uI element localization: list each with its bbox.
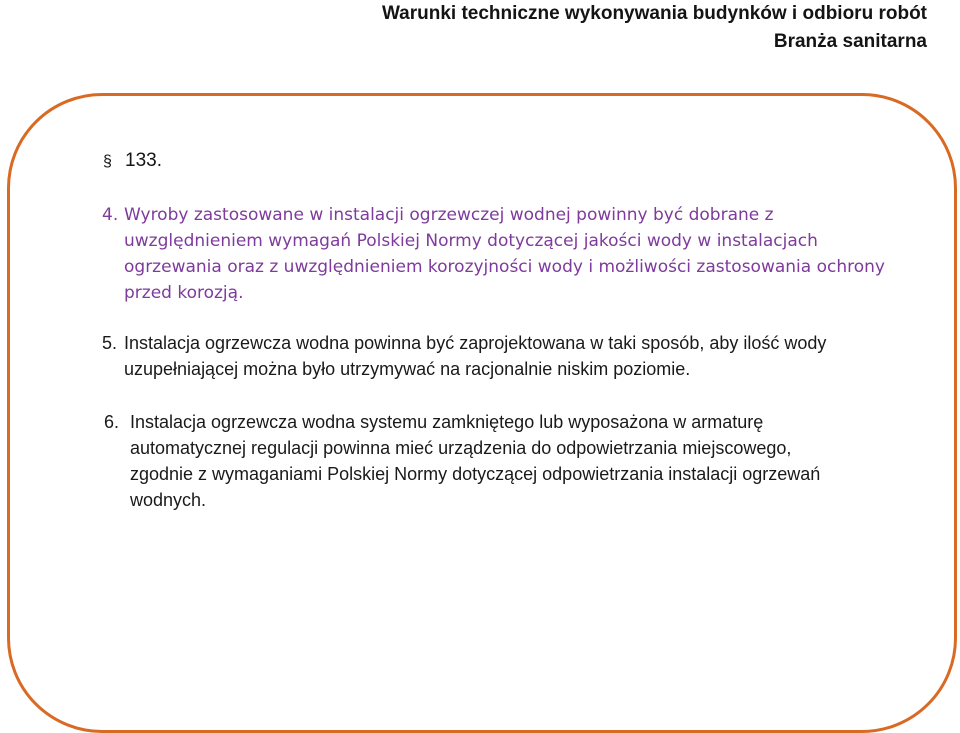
paragraph-line: przed korozją. (124, 283, 244, 303)
paragraph-line: Instalacja ogrzewcza wodna powinna być zaprojektowana w taki sposób, aby ilość wody (124, 333, 827, 353)
header-title: Warunki techniczne wykonywania budynków i odbioru robót (381, 3, 927, 24)
paragraph-line: uwzględnieniem wymagań Polskiej Normy dotyczącej jakości wody w instalacjach (124, 231, 818, 251)
paragraph-number: 6. (104, 412, 120, 432)
paragraph-number: 5. (102, 333, 118, 353)
paragraph-number: 4. (102, 205, 119, 225)
paragraph-line: Wyroby zastosowane w instalacji ogrzewczej wodnej powinny być dobrane z (124, 205, 774, 225)
document-header (382, 0, 927, 56)
paragraph-line: automatycznej regulacji powinna mieć urządzenia do odpowietrzania miejscowego, (130, 438, 792, 458)
paragraph-4 (102, 202, 885, 306)
paragraph-line: uzupełniającej można było utrzymywać na racjonalnie niskim poziomie. (124, 359, 691, 379)
paragraph-6 (104, 409, 930, 513)
paragraph-5 (102, 330, 944, 382)
paragraph-line: wodnych. (130, 490, 207, 510)
paragraph-line: Instalacja ogrzewcza wodna systemu zamkniętego lub wyposażona w armaturę (130, 412, 764, 432)
header-subtitle: Branża sanitarna (773, 31, 927, 52)
section-sign: § (103, 153, 112, 170)
paragraph-line: ogrzewania oraz z uwzględnieniem korozyjności wody i możliwości zastosowania ochrony (124, 257, 885, 277)
paragraph-line: zgodnie z wymaganiami Polskiej Normy dotyczącej odpowietrzania instalacji ogrzewań (130, 464, 821, 484)
section-number: 133. (125, 150, 162, 171)
section-heading (103, 148, 162, 175)
